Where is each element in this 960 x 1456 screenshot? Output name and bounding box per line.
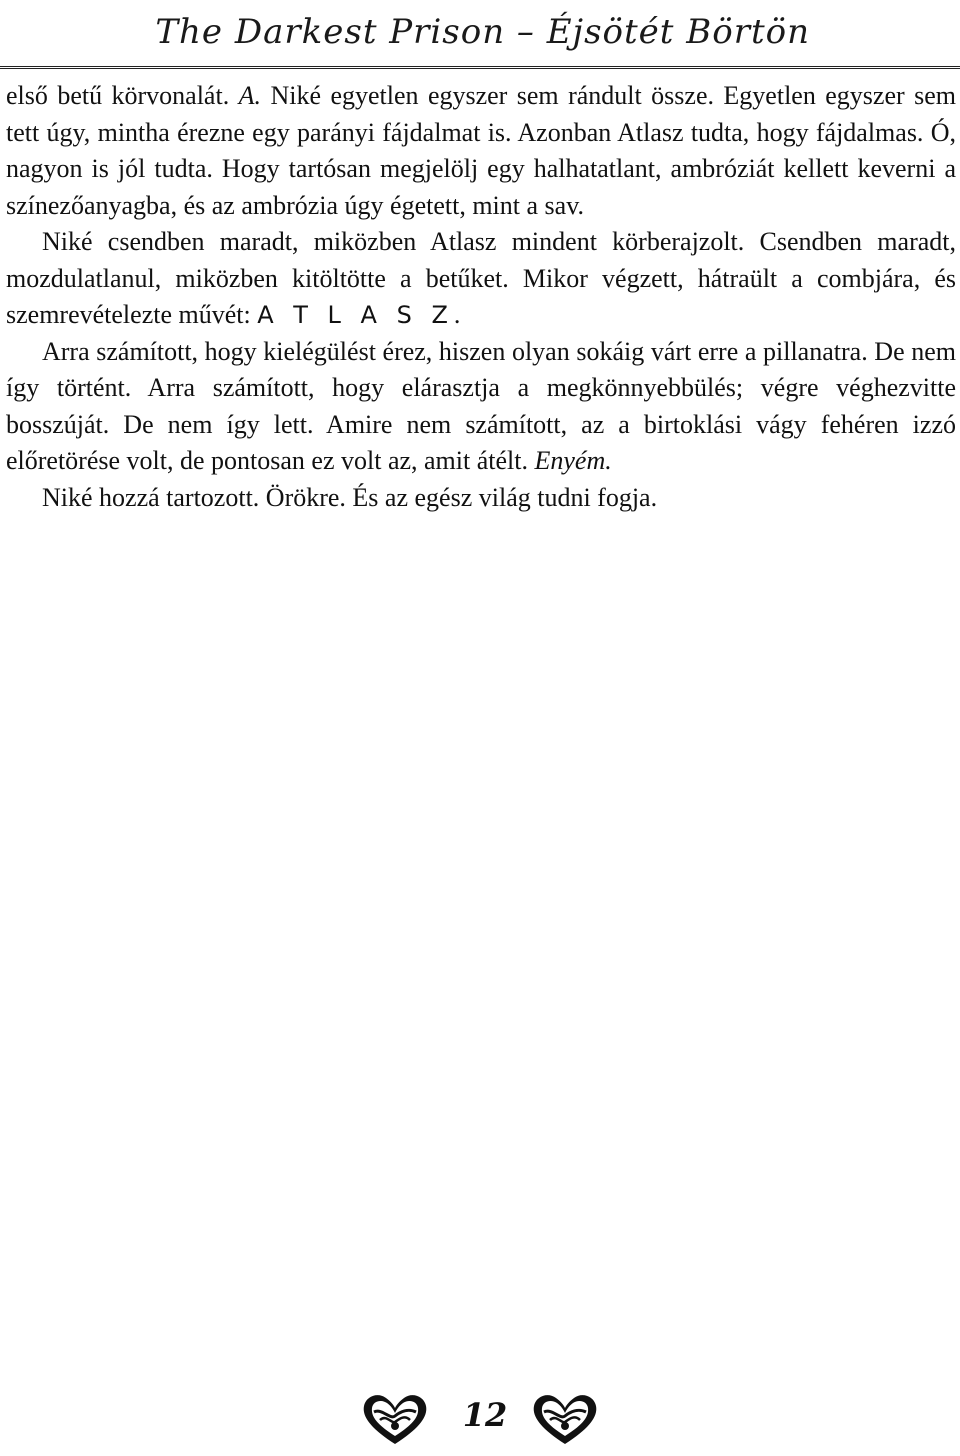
page-number: 12 — [462, 1396, 508, 1434]
book-title-header: The Darkest Prison – Éjsötét Börtön — [155, 12, 810, 52]
paragraph-3-text: Arra számított, hogy kielégülést érez, hiszen olyan sokáig várt erre a pillanatra. De nem így történt. Arra számított, hogy elárasztja a megkönnyebbülés; végre véghezvitte bosszúját. De nem így lett. Amire nem számított, az a birtoklási vágy fehéren izzó előretörése volt, de pontosan ez volt az, amit átélt. — [6, 336, 956, 475]
paragraph-1 — [6, 78, 956, 224]
header-divider — [0, 66, 960, 69]
paragraph-1-rest: Niké egyetlen egyszer sem rándult össze. Egyetlen egyszer sem tett úgy, mintha érezne egy parányi fájdalmat is. Azonban Atlasz tudta, hogy fájdalmas. Ó, nagyon is jól tudta. Hogy tartósan megjelölj egy halhatatlant, ambróziát kellett keverni a színezőanyagba, és az ambrózia úgy égetett, mint a sav. — [6, 81, 956, 220]
paragraph-2-end: . — [453, 300, 461, 329]
letter-a-emphasis: A. — [238, 81, 262, 110]
enyem-emphasis: Enyém. — [534, 446, 612, 475]
page-footer — [0, 1390, 960, 1450]
paragraph-2 — [6, 224, 956, 334]
paragraph-1-start: első betű körvonalát. — [6, 81, 239, 110]
atlasz-tattoo-word: A T L A S Z — [257, 301, 454, 329]
paragraph-3 — [6, 334, 956, 480]
ornamental-heart-icon — [360, 1390, 430, 1448]
ornamental-heart-icon — [530, 1390, 600, 1448]
book-text — [6, 78, 956, 516]
page-header — [0, 8, 960, 64]
paragraph-4: Niké hozzá tartozott. Örökre. És az egész világ tudni fogja. — [42, 482, 658, 512]
paragraph-2-text: Niké csendben maradt, miközben Atlasz mindent körberajzolt. Csendben maradt, mozdulatlanul, miközben kitöltötte a betűket. Mikor végzett, hátraült a combjára, és szemrevételezte művét: — [6, 227, 956, 329]
